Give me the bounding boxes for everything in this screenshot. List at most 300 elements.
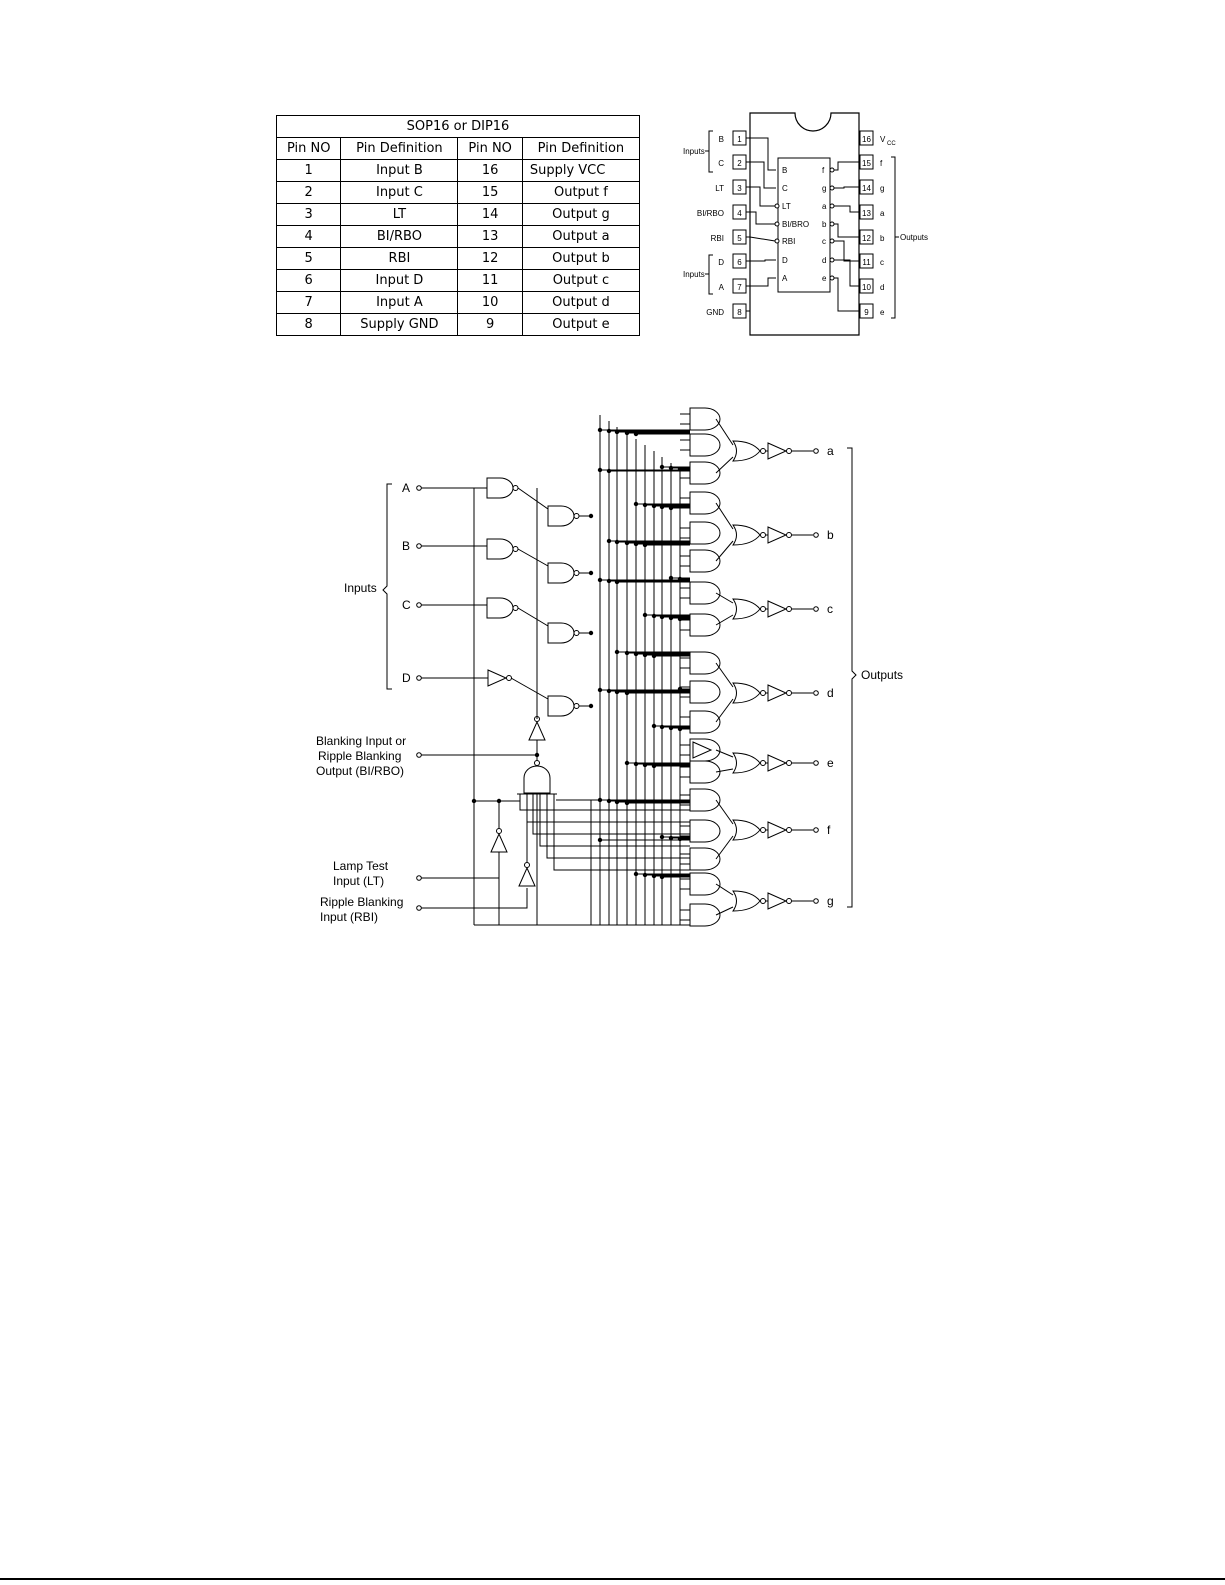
pin-number: 10 — [862, 283, 871, 292]
junction — [625, 801, 629, 805]
junction — [678, 617, 682, 621]
junction — [615, 430, 619, 434]
junction — [625, 431, 629, 435]
output-and-gate — [690, 652, 720, 674]
inversion-bubble — [830, 239, 834, 243]
wire — [716, 750, 733, 757]
pin-number: 16 — [862, 135, 871, 144]
input-nand-gate — [487, 478, 513, 498]
wire — [716, 593, 733, 603]
inversion-bubble — [775, 222, 779, 226]
inversion-bubble — [574, 704, 579, 709]
junction — [615, 690, 619, 694]
inversion-bubble — [535, 717, 540, 722]
decoder-output-label: c — [822, 237, 826, 246]
table-cell: 13 — [458, 226, 522, 248]
junction — [625, 541, 629, 545]
output-nor-gate — [733, 820, 760, 840]
ic-pinout-diagram — [0, 0, 1225, 360]
table-cell: Output f — [522, 182, 639, 204]
inversion-bubble — [787, 828, 792, 833]
table-cell: 16 — [458, 160, 522, 182]
junction — [625, 691, 629, 695]
output-and-gate — [690, 492, 720, 514]
pin-number: 7 — [737, 283, 742, 292]
page-bottom-rule — [0, 1578, 1225, 1580]
terminal — [417, 603, 422, 608]
table-cell: Output c — [522, 270, 639, 292]
junction — [607, 469, 611, 473]
output-nor-gate — [733, 683, 760, 703]
terminal — [814, 533, 819, 538]
table-cell: Supply VCC — [522, 160, 639, 182]
table-cell: Input A — [341, 292, 458, 314]
wire — [716, 457, 733, 473]
wire — [834, 278, 859, 311]
table-cell: 10 — [458, 292, 522, 314]
table-cell: Output a — [522, 226, 639, 248]
wire — [716, 800, 733, 824]
output-and-gate — [690, 550, 720, 572]
junction — [634, 432, 638, 436]
junction — [669, 576, 673, 580]
output-and-gate — [690, 434, 720, 456]
terminal — [814, 449, 819, 454]
decoder-input-label: B — [782, 166, 788, 175]
inversion-bubble — [830, 258, 834, 262]
outputs-group-label: Outputs — [861, 668, 904, 682]
terminal — [814, 899, 819, 904]
pin-number: 4 — [737, 209, 742, 218]
table-cell: Input C — [341, 182, 458, 204]
wire — [716, 615, 733, 625]
output-nor-gate — [733, 753, 760, 773]
wire — [716, 663, 733, 687]
wire — [750, 162, 776, 188]
pin-label: A — [718, 283, 724, 292]
decoder-output-label: a — [822, 202, 827, 211]
junction — [660, 725, 664, 729]
output-and-gate — [690, 462, 720, 484]
junction — [634, 762, 638, 766]
wire — [716, 503, 733, 529]
junction — [678, 577, 682, 581]
rbi-inverter — [519, 868, 535, 886]
inversion-bubble — [761, 533, 766, 538]
table-cell: Output b — [522, 248, 639, 270]
output-inverter — [768, 685, 786, 701]
decoder-input-label: D — [782, 256, 788, 265]
inversion-bubble — [761, 691, 766, 696]
table-cell: 14 — [458, 204, 522, 226]
wire — [716, 769, 733, 772]
inversion-bubble — [574, 514, 579, 519]
output-and-gate — [690, 761, 720, 783]
junction — [615, 580, 619, 584]
terminal — [417, 753, 422, 758]
junction — [607, 799, 611, 803]
wire — [834, 187, 859, 188]
lt-label: Lamp Test — [333, 859, 389, 873]
bi-rbo-inverter — [529, 722, 545, 740]
inversion-bubble — [787, 607, 792, 612]
pin-label: d — [880, 283, 885, 292]
table-cell: 1 — [277, 160, 341, 182]
pin-label: BI/RBO — [696, 209, 724, 218]
output-inverter — [768, 601, 786, 617]
junction — [589, 704, 593, 708]
junction — [660, 615, 664, 619]
wire — [750, 187, 775, 206]
inversion-bubble — [787, 761, 792, 766]
inversion-bubble — [830, 222, 834, 226]
inversion-bubble — [761, 899, 766, 904]
wire — [716, 541, 733, 561]
pin-number: 1 — [737, 135, 742, 144]
output-and-gate — [690, 522, 720, 544]
inputs-group-label: Inputs — [344, 581, 377, 595]
junction — [652, 614, 656, 618]
input-label-D: D — [402, 671, 411, 685]
terminal — [417, 544, 422, 549]
output-and-gate — [690, 904, 720, 926]
inversion-bubble — [761, 761, 766, 766]
table-cell: Supply GND — [341, 314, 458, 336]
table-header: Pin Definition — [522, 138, 639, 160]
inversion-bubble — [830, 168, 834, 172]
table-cell: Output e — [522, 314, 639, 336]
pin-number: 9 — [864, 308, 869, 317]
wire — [716, 884, 733, 895]
junction — [634, 542, 638, 546]
output-and-gate — [690, 681, 720, 703]
brace — [891, 157, 899, 318]
inverter — [693, 742, 711, 758]
pin-number: 11 — [862, 258, 871, 267]
junction — [598, 688, 602, 692]
table-cell: 15 — [458, 182, 522, 204]
junction — [589, 514, 593, 518]
pin-label: C — [718, 159, 724, 168]
output-and-gate — [690, 739, 720, 761]
table-cell: 7 — [277, 292, 341, 314]
wire — [834, 206, 859, 212]
bi-rbo-label: Output (BI/RBO) — [316, 764, 405, 778]
inputs-brace — [383, 484, 392, 689]
table-cell: 6 — [277, 270, 341, 292]
junction — [634, 652, 638, 656]
blanking-nand-gate — [524, 766, 550, 793]
junction — [615, 540, 619, 544]
output-nor-gate — [733, 891, 760, 911]
wire — [834, 241, 859, 261]
inversion-bubble — [574, 631, 579, 636]
junction — [643, 653, 647, 657]
output-label-b: b — [827, 528, 834, 542]
inversion-bubble — [761, 449, 766, 454]
junction — [678, 727, 682, 731]
pin-label-subscript: CC — [887, 141, 896, 147]
output-label-f: f — [827, 823, 831, 837]
output-and-gate — [690, 614, 720, 636]
inversion-bubble — [787, 449, 792, 454]
junction — [643, 503, 647, 507]
output-inverter — [768, 755, 786, 771]
inversion-bubble — [497, 829, 502, 834]
inversion-bubble — [761, 607, 766, 612]
table-cell: 4 — [277, 226, 341, 248]
wire — [554, 794, 690, 870]
pin-number: 6 — [737, 258, 742, 267]
output-and-gate — [690, 711, 720, 733]
inversion-bubble — [830, 204, 834, 208]
table-cell: RBI — [341, 248, 458, 270]
inputs-label: Inputs — [683, 147, 705, 156]
terminal — [417, 486, 422, 491]
junction — [607, 579, 611, 583]
junction — [625, 651, 629, 655]
wire — [716, 907, 733, 915]
rbi-label: Input (RBI) — [320, 910, 379, 924]
junction — [598, 798, 602, 802]
inputs-label: Inputs — [683, 270, 705, 279]
pin-number: 2 — [737, 159, 742, 168]
wire — [750, 278, 776, 286]
junction — [660, 505, 664, 509]
junction — [660, 835, 664, 839]
output-and-gate — [690, 408, 720, 430]
rbi-label: Ripple Blanking — [320, 895, 404, 909]
table-cell: Input D — [341, 270, 458, 292]
junction — [652, 654, 656, 658]
wire — [750, 260, 776, 261]
wire — [716, 836, 733, 859]
junction — [643, 543, 647, 547]
terminal — [814, 828, 819, 833]
junction — [678, 467, 682, 471]
junction — [615, 650, 619, 654]
inversion-bubble — [513, 486, 518, 491]
junction — [598, 428, 602, 432]
junction — [607, 429, 611, 433]
junction — [625, 761, 629, 765]
junction — [598, 468, 602, 472]
wire — [540, 794, 690, 846]
second-stage-nand-gate — [548, 506, 574, 526]
junction — [669, 616, 673, 620]
terminal — [814, 691, 819, 696]
junction — [669, 726, 673, 730]
table-cell: 3 — [277, 204, 341, 226]
terminal — [417, 676, 422, 681]
wire — [750, 237, 775, 241]
junction — [497, 799, 501, 803]
inversion-bubble — [513, 606, 518, 611]
brace — [705, 131, 713, 172]
table-cell: Output g — [522, 204, 639, 226]
input-label-B: B — [402, 539, 411, 553]
second-stage-nand-gate — [548, 696, 574, 716]
input-nand-gate — [487, 598, 513, 618]
pin-number: 3 — [737, 184, 742, 193]
wire — [518, 608, 548, 626]
junction — [535, 753, 539, 757]
junction — [678, 687, 682, 691]
input-label-A: A — [402, 481, 411, 495]
output-label-a: a — [827, 444, 834, 458]
decoder-input-label: RBI — [782, 237, 796, 246]
second-stage-nand-gate — [548, 563, 574, 583]
output-and-gate — [690, 789, 720, 811]
lt-label: Input (LT) — [333, 874, 385, 888]
junction — [652, 504, 656, 508]
pin-label: e — [880, 308, 885, 317]
terminal — [814, 607, 819, 612]
junction — [472, 799, 476, 803]
pin-number: 8 — [737, 308, 742, 317]
outputs-brace — [847, 448, 856, 907]
output-label-e: e — [827, 756, 834, 770]
wire — [716, 419, 733, 445]
table-cell: 2 — [277, 182, 341, 204]
inversion-bubble — [507, 676, 512, 681]
output-and-gate — [690, 873, 720, 895]
decoder-output-label: f — [822, 166, 825, 175]
table-cell: 11 — [458, 270, 522, 292]
output-nor-gate — [733, 525, 760, 545]
output-inverter — [768, 822, 786, 838]
table-cell: Input B — [341, 160, 458, 182]
wire — [518, 549, 548, 566]
junction — [669, 836, 673, 840]
input-inverter-d — [488, 670, 506, 686]
inversion-bubble — [761, 828, 766, 833]
input-label-C: C — [402, 598, 411, 612]
output-label-g: g — [827, 894, 834, 908]
second-stage-nand-gate — [548, 623, 574, 643]
table-header: Pin NO — [277, 138, 341, 160]
table-cell: LT — [341, 204, 458, 226]
pin-label: B — [718, 135, 724, 144]
terminal — [417, 876, 422, 881]
wire — [511, 678, 548, 699]
wire — [834, 162, 859, 170]
decoder-input-label: LT — [782, 202, 791, 211]
wire — [834, 224, 859, 237]
wire — [716, 699, 733, 722]
output-nor-gate — [733, 441, 760, 461]
table-cell: 9 — [458, 314, 522, 336]
wire — [547, 794, 690, 858]
output-label-d: d — [827, 686, 834, 700]
decoder-output-label: b — [822, 220, 827, 229]
lt-inverter — [491, 834, 507, 852]
bi-rbo-label: Blanking Input or — [316, 734, 407, 748]
output-inverter — [768, 443, 786, 459]
wire — [533, 794, 690, 834]
wire — [518, 488, 548, 509]
inversion-bubble — [830, 276, 834, 280]
pin-label: f — [880, 159, 883, 168]
decoder-input-label: A — [782, 274, 788, 283]
wire — [520, 794, 690, 810]
pin-number: 12 — [862, 234, 871, 243]
inversion-bubble — [787, 691, 792, 696]
junction — [643, 763, 647, 767]
junction — [607, 689, 611, 693]
junction — [669, 466, 673, 470]
outputs-label: Outputs — [900, 233, 929, 242]
junction — [643, 613, 647, 617]
output-inverter — [768, 893, 786, 909]
pin-number: 15 — [862, 159, 871, 168]
output-and-gate — [690, 582, 720, 604]
wire — [750, 138, 776, 170]
pin-label: b — [880, 234, 885, 243]
pin-label: V — [880, 135, 886, 144]
brace — [705, 255, 713, 294]
pin-label: c — [880, 258, 884, 267]
output-label-c: c — [827, 602, 833, 616]
output-and-gate — [690, 848, 720, 870]
inversion-bubble — [513, 547, 518, 552]
inversion-bubble — [574, 571, 579, 576]
decoder-input-label: C — [782, 184, 788, 193]
pin-number: 14 — [862, 184, 871, 193]
junction — [589, 571, 593, 575]
junction — [607, 539, 611, 543]
inversion-bubble — [775, 239, 779, 243]
inversion-bubble — [525, 863, 530, 868]
decoder-input-label: BI/BRO — [782, 220, 810, 229]
wire — [750, 212, 775, 224]
junction — [652, 764, 656, 768]
junction — [678, 837, 682, 841]
junction — [634, 502, 638, 506]
wire — [421, 888, 527, 908]
table-cell: Output d — [522, 292, 639, 314]
junction — [669, 506, 673, 510]
pin-number: 13 — [862, 209, 871, 218]
junction — [598, 838, 602, 842]
junction — [589, 631, 593, 635]
pin-label: g — [880, 184, 885, 193]
pin-label: GND — [706, 308, 724, 317]
decoder-output-label: e — [822, 274, 827, 283]
junction — [615, 800, 619, 804]
junction — [643, 873, 647, 877]
table-title: SOP16 or DIP16 — [277, 116, 640, 138]
table-header: Pin NO — [458, 138, 522, 160]
output-nor-gate — [733, 599, 760, 619]
inversion-bubble — [535, 761, 540, 766]
decoder-output-label: g — [822, 184, 827, 193]
pin-label: RBI — [710, 234, 724, 243]
inversion-bubble — [787, 899, 792, 904]
pin-label: LT — [715, 184, 724, 193]
inversion-bubble — [787, 533, 792, 538]
table-header: Pin Definition — [341, 138, 458, 160]
table-cell: 12 — [458, 248, 522, 270]
pin-label: D — [718, 258, 724, 267]
decoder-output-label: d — [822, 256, 827, 265]
junction — [634, 872, 638, 876]
output-inverter — [768, 527, 786, 543]
junction — [598, 578, 602, 582]
terminal — [417, 906, 422, 911]
junction — [652, 874, 656, 878]
table-cell: 5 — [277, 248, 341, 270]
